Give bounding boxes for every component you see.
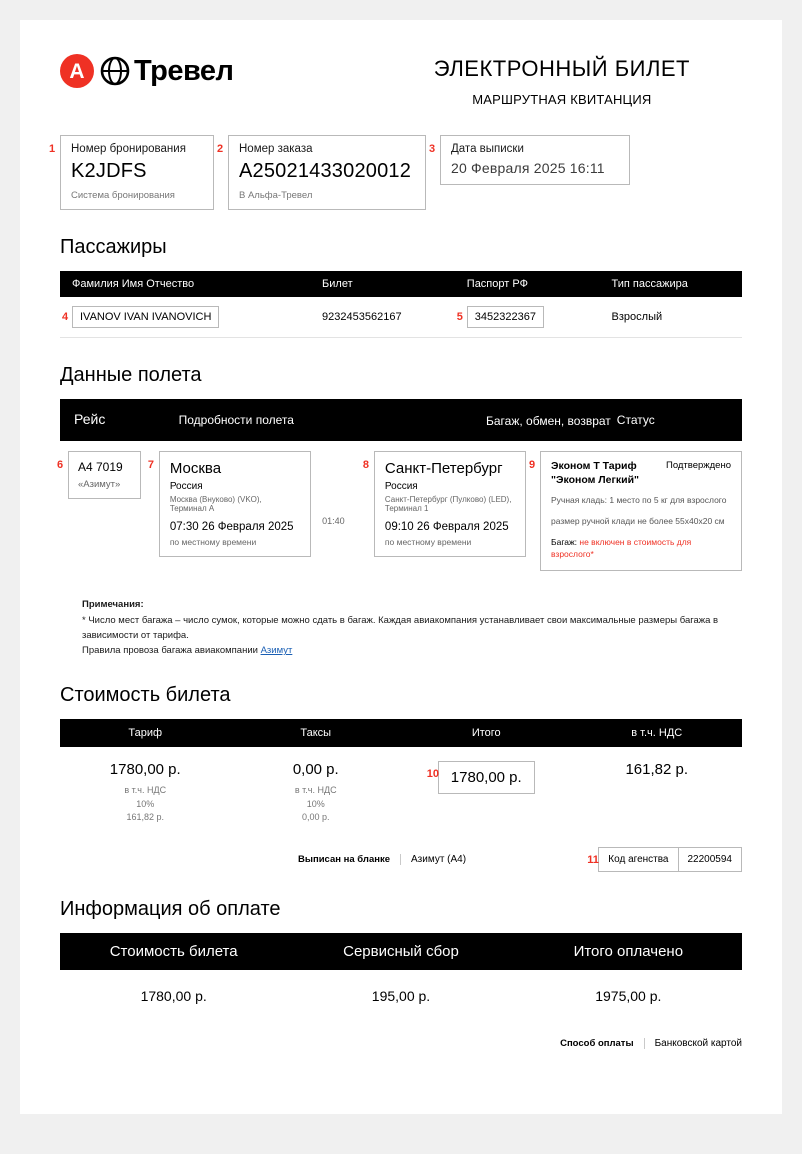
payment-table-header xyxy=(60,933,742,970)
notes-line-2-text: Правила провоза багажа авиакомпании xyxy=(82,645,261,656)
arrival-time: 09:10 26 Февраля 2025 xyxy=(384,521,509,534)
airline-name: «Азимут» xyxy=(78,479,121,491)
marker-1: 1 xyxy=(49,143,56,155)
taxes-vat-note xyxy=(231,784,402,825)
arrival-local-note: по местному времени xyxy=(384,537,472,548)
col-passport: Паспорт РФ xyxy=(466,278,528,290)
marker-11: 11 xyxy=(587,853,599,866)
col-name: Фамилия Имя Отчество xyxy=(72,278,195,290)
order-number-box xyxy=(217,135,426,210)
taxes-cell xyxy=(231,761,402,825)
flight-details-row xyxy=(57,451,742,571)
baggage-line xyxy=(551,536,731,561)
carryon-note: Ручная кладь: 1 место по 5 кг для взрослого xyxy=(551,495,727,506)
order-number-label: Номер заказа xyxy=(239,143,313,155)
payment-method-value: Банковской картой xyxy=(644,1038,742,1049)
col-ticket-price: Стоимость билета xyxy=(109,942,238,960)
service-fee-value: 195,00 р. xyxy=(371,987,431,1004)
marker-9: 9 xyxy=(529,459,536,472)
arrival-box xyxy=(362,451,526,557)
fare-class: Эконом Т Тариф xyxy=(551,460,637,473)
fare-amount: 1780,00 р. xyxy=(109,761,181,779)
col-baggage: Багаж, обмен, возврат xyxy=(486,414,611,428)
col-fare: Тариф xyxy=(128,727,163,740)
status-badge: Подтверждено xyxy=(665,460,731,472)
booking-system-label: Система бронирования xyxy=(71,190,175,201)
page-title: ЭЛЕКТРОННЫЙ БИЛЕТ xyxy=(433,56,690,81)
issue-date-label: Дата выписки xyxy=(451,143,524,155)
globe-icon xyxy=(100,56,130,86)
arrival-airport: Санкт-Петербург (Пулково) (LED), Терминал 1 xyxy=(384,495,512,514)
blank-value: Азимут (A4) xyxy=(400,854,466,865)
col-flight-details: Подробности полета xyxy=(178,413,294,427)
passport-cell xyxy=(456,306,612,328)
marker-6: 6 xyxy=(57,459,64,472)
blank-and-agency-row xyxy=(60,847,742,872)
notes-title: Примечания: xyxy=(82,599,144,611)
col-passenger-type: Тип пассажира xyxy=(611,278,688,290)
reference-boxes xyxy=(49,135,742,210)
agency-code-box xyxy=(587,847,742,872)
fare-vat-rate: 10% xyxy=(136,798,155,809)
ticket-page xyxy=(20,20,782,1114)
baggage-box xyxy=(529,451,742,571)
booking-number-box xyxy=(49,135,214,210)
fare-line xyxy=(551,460,731,472)
blank-label: Выписан на бланке xyxy=(298,853,390,865)
total-amount: 1780,00 р. xyxy=(450,769,522,787)
total-amount-box xyxy=(426,761,535,794)
baggage-label: Багаж: xyxy=(551,536,578,547)
document-title-block xyxy=(434,54,742,107)
passengers-table-header xyxy=(60,271,742,297)
payment-method-row xyxy=(60,1038,742,1049)
table-row xyxy=(60,297,742,338)
marker-4: 4 xyxy=(62,311,69,323)
payment-table-row xyxy=(60,970,742,1004)
fare-name: "Эконом Легкий" xyxy=(551,474,640,487)
booking-number-label: Номер бронирования xyxy=(71,143,186,155)
fare-vat-note xyxy=(60,784,231,825)
brand-logo xyxy=(60,54,233,88)
passengers-table xyxy=(60,271,742,338)
notes-line-2 xyxy=(82,643,742,658)
payment-method-label: Способ оплаты xyxy=(560,1037,634,1049)
ticket-price-value: 1780,00 р. xyxy=(140,987,207,1004)
notes-block xyxy=(60,597,742,658)
flight-number-box xyxy=(57,451,141,499)
fare-cell xyxy=(60,761,231,825)
passport-value: 3452322367 xyxy=(474,311,536,323)
notes-line-1: * Число мест багажа – число сумок, которые можно сдать в багаж. Каждая авиакомпания устанавливает свои максимальные размеры багажа в зависимости от тарифа. xyxy=(82,614,719,641)
marker-10: 10 xyxy=(426,768,440,781)
page-subtitle: МАРШРУТНАЯ КВИТАНЦИЯ xyxy=(472,92,652,107)
marker-7: 7 xyxy=(147,459,154,472)
passenger-type-value: Взрослый xyxy=(611,311,663,323)
agency-code-label: Код агенства xyxy=(599,848,678,871)
taxes-vat-amount: 0,00 р. xyxy=(301,812,330,823)
vat-amount: 161,82 р. xyxy=(625,761,689,779)
baggage-value: не включен в стоимость для взрослого* xyxy=(551,536,692,560)
flight-number-value: A4 7019 xyxy=(78,460,123,475)
marker-8: 8 xyxy=(362,459,370,472)
agency-code-value: 22200594 xyxy=(687,853,732,865)
col-ticket: Билет xyxy=(322,278,353,290)
passport-box xyxy=(456,306,544,328)
departure-country: Россия xyxy=(169,481,203,493)
total-cell xyxy=(401,761,572,794)
alfa-logo-icon: A xyxy=(60,54,94,88)
booking-number-value: K2JDFS xyxy=(71,160,147,182)
total-paid-value: 1975,00 р. xyxy=(595,987,662,1004)
taxes-amount: 0,00 р. xyxy=(292,761,339,779)
flight-table-header xyxy=(60,399,742,441)
price-table-header xyxy=(60,719,742,747)
taxes-vat-label: в т.ч. НДС xyxy=(294,785,337,796)
vat-cell xyxy=(572,761,743,778)
col-service-fee: Сервисный сбор xyxy=(343,942,459,960)
price-table-row xyxy=(60,747,742,825)
col-total: Итого xyxy=(471,727,501,740)
arrival-country: Россия xyxy=(384,481,418,493)
col-status: Статус xyxy=(616,413,655,427)
brand-name: Тревел xyxy=(134,54,234,87)
order-system-label: В Альфа-Тревел xyxy=(239,190,313,201)
passenger-name-value: IVANOV IVAN IVANOVICH xyxy=(80,311,212,323)
passenger-name-cell xyxy=(62,306,322,328)
taxes-vat-rate: 10% xyxy=(306,798,325,809)
departure-city: Москва xyxy=(169,460,222,478)
fare-vat-label: в т.ч. НДС xyxy=(124,785,167,796)
departure-box xyxy=(147,451,311,557)
marker-2: 2 xyxy=(217,143,224,155)
marker-5: 5 xyxy=(456,311,463,323)
col-total-paid: Итого оплачено xyxy=(573,942,684,960)
ticket-number-value: 9232453562167 xyxy=(322,311,402,323)
carryon-size-note: размер ручной клади не более 55х40х20 см xyxy=(551,515,725,526)
departure-airport: Москва (Внуково) (VKO), Терминал A xyxy=(169,495,262,514)
issue-date-value: 20 Февраля 2025 16:11 xyxy=(451,160,605,176)
col-vat: в т.ч. НДС xyxy=(631,727,683,740)
document-header xyxy=(60,20,742,107)
flight-duration: 01:40 xyxy=(322,516,345,527)
issue-date-box xyxy=(429,135,630,185)
payment-section-title: Информация об оплате xyxy=(60,897,281,920)
arrival-city: Санкт-Петербург xyxy=(384,460,503,478)
marker-3: 3 xyxy=(429,143,436,155)
order-number-value: A25021433020012 xyxy=(239,160,412,182)
col-flight: Рейс xyxy=(74,411,106,427)
flight-section-title: Данные полета xyxy=(60,364,202,386)
departure-time: 07:30 26 Февраля 2025 xyxy=(169,521,294,534)
departure-local-note: по местному времени xyxy=(169,537,257,548)
passengers-section-title: Пассажиры xyxy=(60,236,167,258)
price-section-title: Стоимость билета xyxy=(60,684,231,707)
airline-baggage-rules-link[interactable]: Азимут xyxy=(260,645,293,656)
col-taxes: Таксы xyxy=(300,727,332,740)
passenger-name-box xyxy=(62,306,219,328)
fare-vat-amount: 161,82 р. xyxy=(126,812,165,823)
